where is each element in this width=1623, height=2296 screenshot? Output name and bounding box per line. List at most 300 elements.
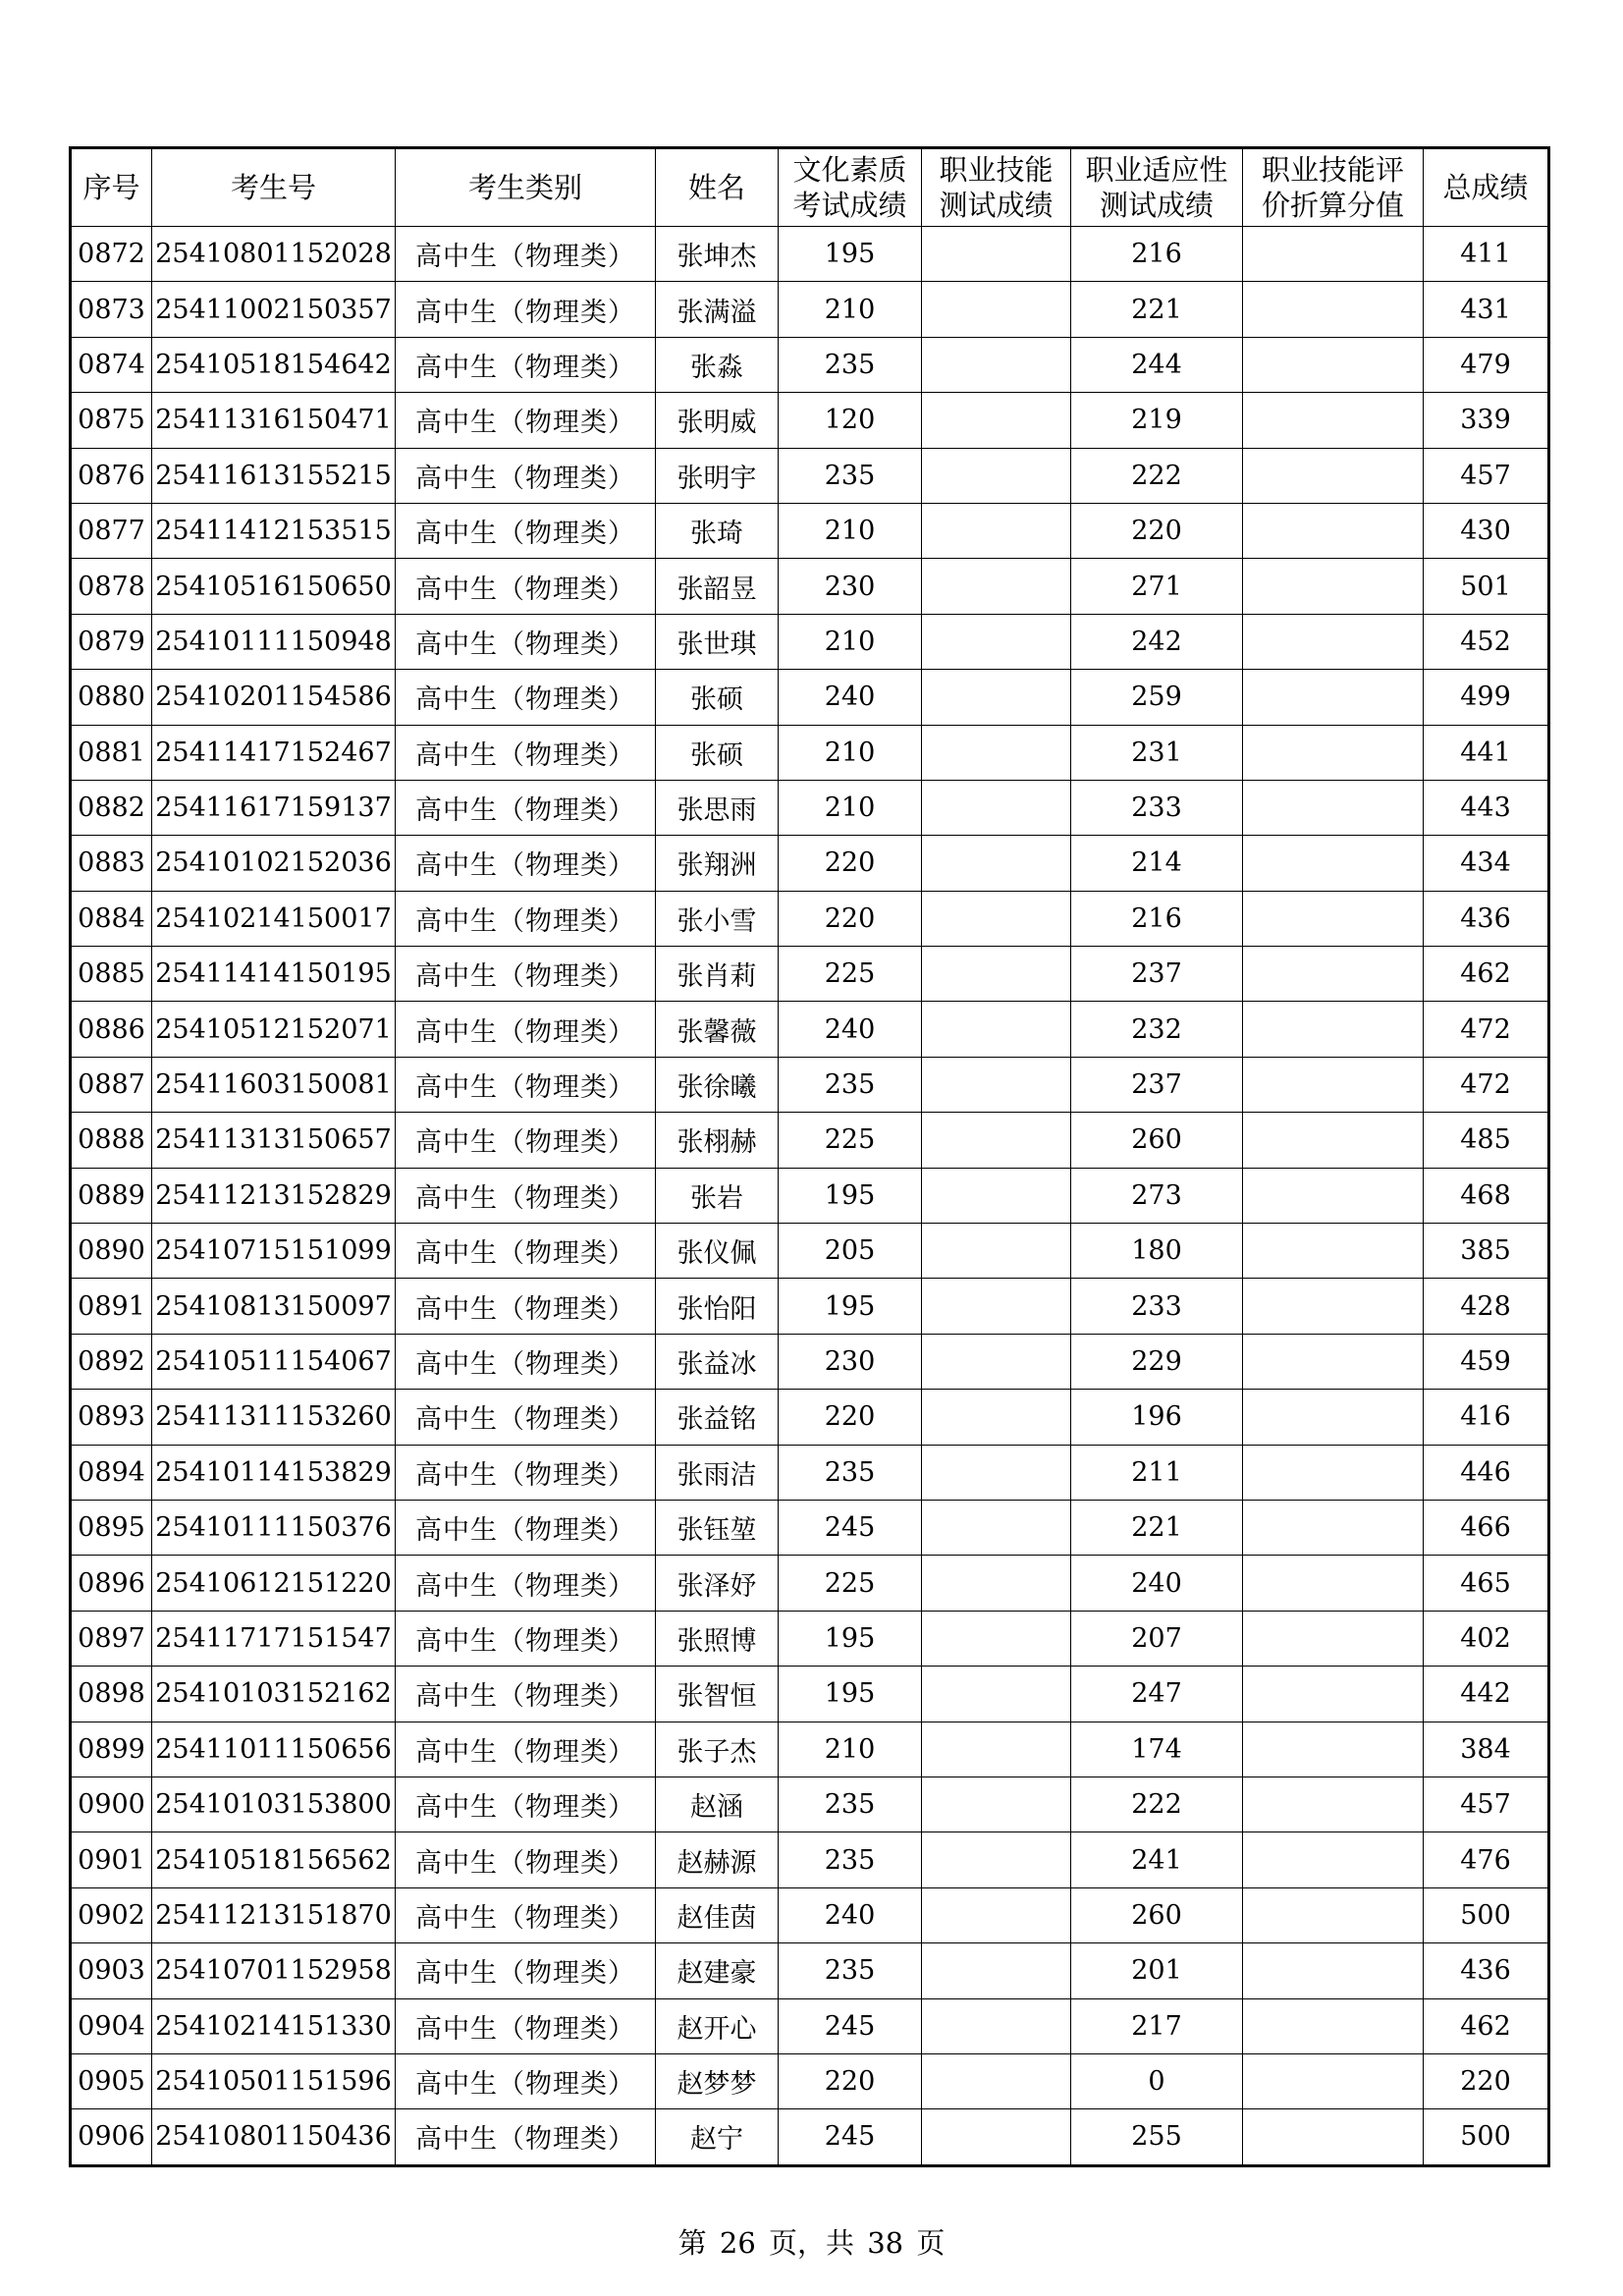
cell-culture-score: 245 <box>779 1500 922 1555</box>
cell-seq: 0879 <box>71 614 152 669</box>
table-row <box>71 1113 1549 1168</box>
cell-culture-score: 210 <box>779 780 922 835</box>
cell-seq: 0874 <box>71 337 152 392</box>
cell-culture-score: 245 <box>779 2109 922 2165</box>
cell-exam-no: 25410102152036 <box>152 836 396 891</box>
cell-total: 436 <box>1424 1943 1549 1998</box>
cell-total: 468 <box>1424 1168 1549 1223</box>
cell-name: 赵佳茵 <box>656 1887 779 1942</box>
cell-total: 452 <box>1424 614 1549 669</box>
cell-seq: 0882 <box>71 780 152 835</box>
table-row <box>71 1832 1549 1887</box>
cell-adaptability: 241 <box>1071 1832 1243 1887</box>
cell-adaptability: 196 <box>1071 1390 1243 1445</box>
cell-skill-test <box>922 947 1071 1002</box>
cell-total: 465 <box>1424 1556 1549 1611</box>
cell-total: 416 <box>1424 1390 1549 1445</box>
cell-name: 张仪佩 <box>656 1224 779 1279</box>
cell-culture-score: 210 <box>779 503 922 558</box>
cell-skill-test <box>922 614 1071 669</box>
cell-total: 220 <box>1424 2053 1549 2108</box>
cell-total: 472 <box>1424 1002 1549 1057</box>
table-row <box>71 1943 1549 1998</box>
cell-seq: 0898 <box>71 1667 152 1722</box>
cell-name: 张雨洁 <box>656 1445 779 1500</box>
cell-culture-score: 195 <box>779 227 922 282</box>
cell-skill-eval <box>1243 836 1424 891</box>
cell-name: 张淼 <box>656 337 779 392</box>
cell-category: 高中生（物理类） <box>396 1943 656 1998</box>
cell-skill-test <box>922 1445 1071 1500</box>
cell-category: 高中生（物理类） <box>396 725 656 780</box>
cell-name: 赵涵 <box>656 1777 779 1831</box>
header-skill-eval <box>1243 148 1424 227</box>
cell-seq: 0897 <box>71 1611 152 1666</box>
cell-exam-no: 25410103153800 <box>152 1777 396 1831</box>
cell-culture-score: 195 <box>779 1611 922 1666</box>
cell-category: 高中生（物理类） <box>396 2109 656 2165</box>
cell-total: 500 <box>1424 1887 1549 1942</box>
cell-culture-score: 225 <box>779 1556 922 1611</box>
cell-exam-no: 25410612151220 <box>152 1556 396 1611</box>
cell-adaptability: 247 <box>1071 1667 1243 1722</box>
cell-skill-test <box>922 337 1071 392</box>
cell-total: 339 <box>1424 393 1549 448</box>
cell-category: 高中生（物理类） <box>396 1998 656 2053</box>
cell-adaptability: 222 <box>1071 1777 1243 1831</box>
header-row <box>71 148 1549 227</box>
cell-total: 431 <box>1424 282 1549 337</box>
cell-culture-score: 230 <box>779 559 922 614</box>
cell-adaptability: 231 <box>1071 725 1243 780</box>
cell-culture-score: 225 <box>779 1113 922 1168</box>
table-row <box>71 503 1549 558</box>
cell-exam-no: 25411002150357 <box>152 282 396 337</box>
cell-seq: 0875 <box>71 393 152 448</box>
cell-skill-eval <box>1243 2053 1424 2108</box>
cell-name: 张智恒 <box>656 1667 779 1722</box>
cell-exam-no: 25410518154642 <box>152 337 396 392</box>
cell-seq: 0884 <box>71 891 152 946</box>
cell-total: 479 <box>1424 337 1549 392</box>
cell-name: 张满溢 <box>656 282 779 337</box>
cell-skill-eval <box>1243 393 1424 448</box>
cell-name: 张益铭 <box>656 1390 779 1445</box>
cell-total: 385 <box>1424 1224 1549 1279</box>
cell-adaptability: 232 <box>1071 1002 1243 1057</box>
cell-name: 张明威 <box>656 393 779 448</box>
cell-skill-eval <box>1243 1334 1424 1389</box>
cell-name: 赵赫源 <box>656 1832 779 1887</box>
table-row <box>71 1611 1549 1666</box>
cell-name: 张翔洲 <box>656 836 779 891</box>
cell-category: 高中生（物理类） <box>396 503 656 558</box>
cell-culture-score: 235 <box>779 1943 922 1998</box>
cell-exam-no: 25410103152162 <box>152 1667 396 1722</box>
cell-seq: 0899 <box>71 1722 152 1777</box>
table-row <box>71 282 1549 337</box>
cell-adaptability: 201 <box>1071 1943 1243 1998</box>
table-row <box>71 1168 1549 1223</box>
cell-total: 500 <box>1424 2109 1549 2165</box>
cell-adaptability: 229 <box>1071 1334 1243 1389</box>
cell-skill-eval <box>1243 2109 1424 2165</box>
cell-name: 张硕 <box>656 725 779 780</box>
cell-skill-test <box>922 503 1071 558</box>
cell-category: 高中生（物理类） <box>396 1667 656 1722</box>
cell-exam-no: 25411412153515 <box>152 503 396 558</box>
cell-total: 411 <box>1424 227 1549 282</box>
cell-skill-test <box>922 559 1071 614</box>
cell-seq: 0904 <box>71 1998 152 2053</box>
cell-adaptability: 237 <box>1071 1057 1243 1112</box>
cell-category: 高中生（物理类） <box>396 337 656 392</box>
cell-skill-test <box>922 1667 1071 1722</box>
cell-adaptability: 0 <box>1071 2053 1243 2108</box>
table-row <box>71 1390 1549 1445</box>
cell-skill-test <box>922 891 1071 946</box>
cell-seq: 0880 <box>71 670 152 725</box>
cell-culture-score: 240 <box>779 670 922 725</box>
cell-category: 高中生（物理类） <box>396 1390 656 1445</box>
cell-adaptability: 219 <box>1071 393 1243 448</box>
cell-total: 462 <box>1424 947 1549 1002</box>
cell-seq: 0893 <box>71 1390 152 1445</box>
cell-skill-eval <box>1243 1832 1424 1887</box>
cell-name: 张馨薇 <box>656 1002 779 1057</box>
header-adaptability-line2: 测试成绩 <box>1099 189 1214 222</box>
cell-exam-no: 25411213152829 <box>152 1168 396 1223</box>
cell-adaptability: 220 <box>1071 503 1243 558</box>
cell-exam-no: 25411313150657 <box>152 1113 396 1168</box>
cell-adaptability: 180 <box>1071 1224 1243 1279</box>
cell-name: 张岩 <box>656 1168 779 1223</box>
cell-adaptability: 259 <box>1071 670 1243 725</box>
cell-category: 高中生（物理类） <box>396 227 656 282</box>
cell-skill-eval <box>1243 1224 1424 1279</box>
cell-category: 高中生（物理类） <box>396 1334 656 1389</box>
cell-culture-score: 220 <box>779 891 922 946</box>
header-total: 总成绩 <box>1424 148 1549 227</box>
cell-exam-no: 25410801152028 <box>152 227 396 282</box>
table-row <box>71 1556 1549 1611</box>
cell-name: 张明宇 <box>656 448 779 503</box>
table-body <box>71 227 1549 2166</box>
cell-total: 436 <box>1424 891 1549 946</box>
cell-name: 张世琪 <box>656 614 779 669</box>
cell-seq: 0888 <box>71 1113 152 1168</box>
cell-name: 张怡阳 <box>656 1279 779 1334</box>
table-row <box>71 1667 1549 1722</box>
table-row <box>71 1057 1549 1112</box>
cell-skill-eval <box>1243 503 1424 558</box>
cell-name: 赵建豪 <box>656 1943 779 1998</box>
cell-category: 高中生（物理类） <box>396 1057 656 1112</box>
cell-skill-test <box>922 1500 1071 1555</box>
cell-exam-no: 25411613155215 <box>152 448 396 503</box>
cell-culture-score: 235 <box>779 1777 922 1831</box>
table-row <box>71 725 1549 780</box>
table-row <box>71 1722 1549 1777</box>
cell-skill-eval <box>1243 670 1424 725</box>
cell-exam-no: 25411011150656 <box>152 1722 396 1777</box>
cell-exam-no: 25411603150081 <box>152 1057 396 1112</box>
cell-total: 441 <box>1424 725 1549 780</box>
cell-exam-no: 25410518156562 <box>152 1832 396 1887</box>
cell-skill-test <box>922 1777 1071 1831</box>
cell-skill-test <box>922 1832 1071 1887</box>
header-skill-eval-line1: 职业技能评 <box>1261 153 1404 187</box>
cell-skill-test <box>922 1334 1071 1389</box>
cell-adaptability: 255 <box>1071 2109 1243 2165</box>
cell-culture-score: 220 <box>779 2053 922 2108</box>
cell-exam-no: 25410214151330 <box>152 1998 396 2053</box>
cell-culture-score: 225 <box>779 947 922 1002</box>
cell-seq: 0873 <box>71 282 152 337</box>
cell-skill-test <box>922 1887 1071 1942</box>
cell-culture-score: 235 <box>779 448 922 503</box>
cell-culture-score: 195 <box>779 1168 922 1223</box>
cell-adaptability: 217 <box>1071 1998 1243 2053</box>
cell-seq: 0900 <box>71 1777 152 1831</box>
cell-total: 434 <box>1424 836 1549 891</box>
cell-skill-test <box>922 2109 1071 2165</box>
cell-seq: 0872 <box>71 227 152 282</box>
cell-culture-score: 245 <box>779 1998 922 2053</box>
cell-seq: 0895 <box>71 1500 152 1555</box>
cell-exam-no: 25410701152958 <box>152 1943 396 1998</box>
cell-skill-eval <box>1243 282 1424 337</box>
cell-skill-eval <box>1243 1113 1424 1168</box>
cell-total: 430 <box>1424 503 1549 558</box>
cell-total: 459 <box>1424 1334 1549 1389</box>
cell-culture-score: 220 <box>779 836 922 891</box>
cell-exam-no: 25411316150471 <box>152 393 396 448</box>
cell-skill-test <box>922 1224 1071 1279</box>
table-row <box>71 1279 1549 1334</box>
cell-name: 张益冰 <box>656 1334 779 1389</box>
cell-culture-score: 220 <box>779 1390 922 1445</box>
table-row <box>71 1777 1549 1831</box>
cell-exam-no: 25411414150195 <box>152 947 396 1002</box>
cell-culture-score: 195 <box>779 1667 922 1722</box>
cell-skill-eval <box>1243 1943 1424 1998</box>
header-culture-score-line2: 考试成绩 <box>792 189 907 222</box>
header-skill-test-line1: 职业技能 <box>939 153 1054 187</box>
cell-skill-eval <box>1243 725 1424 780</box>
table-row <box>71 1224 1549 1279</box>
cell-name: 张小雪 <box>656 891 779 946</box>
cell-exam-no: 25410715151099 <box>152 1224 396 1279</box>
header-category: 考生类别 <box>396 148 656 227</box>
table-row <box>71 670 1549 725</box>
cell-category: 高中生（物理类） <box>396 891 656 946</box>
cell-adaptability: 216 <box>1071 891 1243 946</box>
cell-adaptability: 233 <box>1071 780 1243 835</box>
page-footer: 第 26 页，共 38 页 <box>677 2226 946 2260</box>
table-row <box>71 1445 1549 1500</box>
cell-skill-test <box>922 227 1071 282</box>
cell-name: 张坤杰 <box>656 227 779 282</box>
cell-adaptability: 244 <box>1071 337 1243 392</box>
cell-adaptability: 221 <box>1071 1500 1243 1555</box>
cell-skill-eval <box>1243 559 1424 614</box>
cell-name: 张琦 <box>656 503 779 558</box>
cell-category: 高中生（物理类） <box>396 448 656 503</box>
cell-name: 张泽妤 <box>656 1556 779 1611</box>
cell-culture-score: 235 <box>779 1832 922 1887</box>
cell-skill-test <box>922 1279 1071 1334</box>
cell-total: 384 <box>1424 1722 1549 1777</box>
cell-category: 高中生（物理类） <box>396 1168 656 1223</box>
table-row <box>71 836 1549 891</box>
cell-seq: 0886 <box>71 1002 152 1057</box>
cell-seq: 0885 <box>71 947 152 1002</box>
cell-total: 446 <box>1424 1445 1549 1500</box>
cell-skill-test <box>922 1943 1071 1998</box>
cell-category: 高中生（物理类） <box>396 1556 656 1611</box>
cell-skill-test <box>922 1168 1071 1223</box>
cell-adaptability: 211 <box>1071 1445 1243 1500</box>
cell-exam-no: 25411417152467 <box>152 725 396 780</box>
score-table <box>69 146 1550 2167</box>
cell-seq: 0878 <box>71 559 152 614</box>
cell-skill-eval <box>1243 1722 1424 1777</box>
cell-exam-no: 25411717151547 <box>152 1611 396 1666</box>
cell-skill-eval <box>1243 1887 1424 1942</box>
cell-skill-test <box>922 1057 1071 1112</box>
cell-name: 张韶昱 <box>656 559 779 614</box>
cell-seq: 0902 <box>71 1887 152 1942</box>
cell-name: 张肖莉 <box>656 947 779 1002</box>
table-row <box>71 1887 1549 1942</box>
cell-category: 高中生（物理类） <box>396 780 656 835</box>
table-row <box>71 780 1549 835</box>
cell-skill-eval <box>1243 337 1424 392</box>
cell-skill-eval <box>1243 780 1424 835</box>
cell-seq: 0901 <box>71 1832 152 1887</box>
cell-culture-score: 210 <box>779 725 922 780</box>
cell-name: 赵开心 <box>656 1998 779 2053</box>
cell-exam-no: 25410114153829 <box>152 1445 396 1500</box>
cell-skill-test <box>922 1611 1071 1666</box>
cell-skill-test <box>922 725 1071 780</box>
cell-total: 466 <box>1424 1500 1549 1555</box>
table-row <box>71 559 1549 614</box>
header-skill-test <box>922 148 1071 227</box>
cell-seq: 0896 <box>71 1556 152 1611</box>
cell-skill-eval <box>1243 614 1424 669</box>
cell-name: 张硕 <box>656 670 779 725</box>
table-row <box>71 947 1549 1002</box>
cell-seq: 0890 <box>71 1224 152 1279</box>
cell-skill-eval <box>1243 1279 1424 1334</box>
cell-name: 赵宁 <box>656 2109 779 2165</box>
table-row <box>71 2053 1549 2108</box>
table-row <box>71 1500 1549 1555</box>
table-row <box>71 1002 1549 1057</box>
cell-exam-no: 25410111150376 <box>152 1500 396 1555</box>
cell-category: 高中生（物理类） <box>396 670 656 725</box>
cell-skill-test <box>922 2053 1071 2108</box>
cell-adaptability: 233 <box>1071 1279 1243 1334</box>
cell-exam-no: 25410111150948 <box>152 614 396 669</box>
cell-culture-score: 205 <box>779 1224 922 1279</box>
cell-exam-no: 25411311153260 <box>152 1390 396 1445</box>
cell-skill-eval <box>1243 1390 1424 1445</box>
cell-skill-eval <box>1243 1611 1424 1666</box>
cell-skill-eval <box>1243 1002 1424 1057</box>
cell-total: 402 <box>1424 1611 1549 1666</box>
cell-adaptability: 214 <box>1071 836 1243 891</box>
cell-name: 张照博 <box>656 1611 779 1666</box>
cell-total: 476 <box>1424 1832 1549 1887</box>
cell-seq: 0876 <box>71 448 152 503</box>
cell-seq: 0894 <box>71 1445 152 1500</box>
cell-skill-test <box>922 448 1071 503</box>
table-row <box>71 1998 1549 2053</box>
cell-skill-eval <box>1243 891 1424 946</box>
cell-skill-eval <box>1243 1777 1424 1831</box>
header-culture-score-line1: 文化素质 <box>792 153 907 187</box>
cell-adaptability: 260 <box>1071 1887 1243 1942</box>
cell-skill-test <box>922 282 1071 337</box>
header-exam-no: 考生号 <box>152 148 396 227</box>
cell-adaptability: 271 <box>1071 559 1243 614</box>
cell-category: 高中生（物理类） <box>396 1113 656 1168</box>
cell-skill-test <box>922 1556 1071 1611</box>
cell-exam-no: 25410201154586 <box>152 670 396 725</box>
cell-total: 485 <box>1424 1113 1549 1168</box>
header-skill-test-line2: 测试成绩 <box>939 189 1054 222</box>
header-adaptability-line1: 职业适应性 <box>1085 153 1228 187</box>
cell-culture-score: 230 <box>779 1334 922 1389</box>
cell-seq: 0903 <box>71 1943 152 1998</box>
cell-adaptability: 221 <box>1071 282 1243 337</box>
cell-exam-no: 25410516150650 <box>152 559 396 614</box>
cell-adaptability: 216 <box>1071 227 1243 282</box>
cell-seq: 0887 <box>71 1057 152 1112</box>
cell-total: 428 <box>1424 1279 1549 1334</box>
cell-seq: 0905 <box>71 2053 152 2108</box>
cell-adaptability: 207 <box>1071 1611 1243 1666</box>
cell-total: 472 <box>1424 1057 1549 1112</box>
header-skill-eval-line2: 价折算分值 <box>1261 189 1404 222</box>
cell-exam-no: 25410512152071 <box>152 1002 396 1057</box>
cell-skill-eval <box>1243 1998 1424 2053</box>
header-adaptability <box>1071 148 1243 227</box>
cell-skill-test <box>922 1113 1071 1168</box>
cell-total: 499 <box>1424 670 1549 725</box>
cell-total: 501 <box>1424 559 1549 614</box>
cell-skill-test <box>922 780 1071 835</box>
cell-skill-test <box>922 1390 1071 1445</box>
cell-skill-eval <box>1243 1445 1424 1500</box>
cell-skill-eval <box>1243 1667 1424 1722</box>
cell-category: 高中生（物理类） <box>396 2053 656 2108</box>
cell-seq: 0892 <box>71 1334 152 1389</box>
table-row <box>71 891 1549 946</box>
table-row <box>71 393 1549 448</box>
cell-culture-score: 210 <box>779 1722 922 1777</box>
cell-adaptability: 237 <box>1071 947 1243 1002</box>
cell-culture-score: 240 <box>779 1887 922 1942</box>
cell-culture-score: 210 <box>779 282 922 337</box>
table-row <box>71 2109 1549 2165</box>
cell-skill-test <box>922 1722 1071 1777</box>
cell-seq: 0883 <box>71 836 152 891</box>
cell-adaptability: 242 <box>1071 614 1243 669</box>
